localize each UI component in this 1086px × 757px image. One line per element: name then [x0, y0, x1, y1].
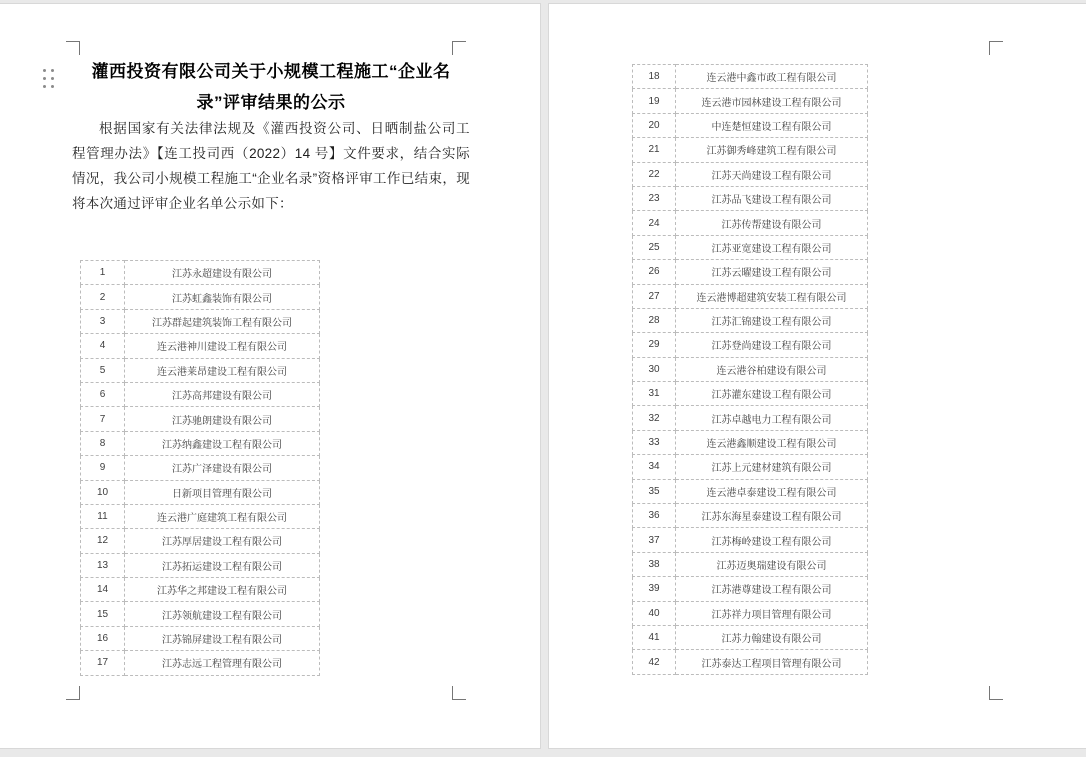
- company-name-cell[interactable]: 江苏港尊建设工程有限公司: [676, 577, 868, 601]
- margin-crop-mark-icon: [989, 41, 1003, 55]
- company-name-cell[interactable]: 连云港市园林建设工程有限公司: [676, 89, 868, 113]
- table-row: [81, 261, 320, 285]
- company-name-cell[interactable]: 江苏领航建设工程有限公司: [125, 602, 320, 626]
- drag-handle-icon[interactable]: [40, 66, 56, 90]
- company-number-cell[interactable]: 36: [633, 504, 676, 528]
- company-name-cell[interactable]: 日新项目管理有限公司: [125, 480, 320, 504]
- company-name-cell[interactable]: 连云港博超建筑安装工程有限公司: [676, 284, 868, 308]
- margin-crop-mark-icon: [66, 41, 80, 55]
- document-title[interactable]: 灌西投资有限公司关于小规模工程施工“企业名录”评审结果的公示: [91, 62, 451, 112]
- company-name-cell[interactable]: 江苏传帮建设有限公司: [676, 211, 868, 235]
- company-name-cell[interactable]: 江苏驰朗建设有限公司: [125, 407, 320, 431]
- margin-crop-mark-icon: [989, 686, 1003, 700]
- company-name-cell[interactable]: 江苏高邦建设有限公司: [125, 382, 320, 406]
- company-number-cell[interactable]: 2: [81, 285, 125, 309]
- table-row: [633, 65, 868, 89]
- company-name-cell[interactable]: 江苏群起建筑装饰工程有限公司: [125, 309, 320, 333]
- company-number-cell[interactable]: 22: [633, 162, 676, 186]
- company-table-page2: [632, 64, 868, 675]
- company-number-cell[interactable]: 24: [633, 211, 676, 235]
- table-row: [633, 430, 868, 454]
- company-number-cell[interactable]: 9: [81, 456, 125, 480]
- company-name-cell[interactable]: 中连楚恒建设工程有限公司: [676, 113, 868, 137]
- company-name-cell[interactable]: 江苏志远工程管理有限公司: [125, 651, 320, 675]
- company-number-cell[interactable]: 12: [81, 529, 125, 553]
- table-row: [633, 186, 868, 210]
- company-name-cell[interactable]: 江苏汇锦建设工程有限公司: [676, 308, 868, 332]
- table-row: [633, 504, 868, 528]
- company-name-cell[interactable]: 连云港鑫顺建设工程有限公司: [676, 430, 868, 454]
- company-number-cell[interactable]: 28: [633, 308, 676, 332]
- company-number-cell[interactable]: 35: [633, 479, 676, 503]
- company-name-cell[interactable]: 连云港神川建设工程有限公司: [125, 334, 320, 358]
- margin-crop-mark-icon: [66, 686, 80, 700]
- company-number-cell[interactable]: 7: [81, 407, 125, 431]
- company-name-cell[interactable]: 江苏品飞建设工程有限公司: [676, 186, 868, 210]
- table-row: [81, 382, 320, 406]
- company-number-cell[interactable]: 14: [81, 578, 125, 602]
- table-row: [81, 334, 320, 358]
- table-row: [633, 211, 868, 235]
- company-name-cell[interactable]: 江苏厚居建设工程有限公司: [125, 529, 320, 553]
- company-name-cell[interactable]: 江苏纳鑫建设工程有限公司: [125, 431, 320, 455]
- company-number-cell[interactable]: 37: [633, 528, 676, 552]
- company-name-cell[interactable]: 江苏广泽建设有限公司: [125, 456, 320, 480]
- company-name-cell[interactable]: 连云港谷柏建设有限公司: [676, 357, 868, 381]
- company-number-cell[interactable]: 38: [633, 552, 676, 576]
- company-number-cell[interactable]: 26: [633, 260, 676, 284]
- company-name-cell[interactable]: 江苏天尚建设工程有限公司: [676, 162, 868, 186]
- company-number-cell[interactable]: 30: [633, 357, 676, 381]
- company-number-cell[interactable]: 27: [633, 284, 676, 308]
- company-number-cell[interactable]: 3: [81, 309, 125, 333]
- table-row: [81, 529, 320, 553]
- company-name-cell[interactable]: 江苏祥力项目管理有限公司: [676, 601, 868, 625]
- company-name-cell[interactable]: 江苏迈奥瑞建设有限公司: [676, 552, 868, 576]
- table-row: [633, 479, 868, 503]
- table-row: [633, 528, 868, 552]
- table-row: [633, 382, 868, 406]
- company-name-cell[interactable]: 连云港莱昂建设工程有限公司: [125, 358, 320, 382]
- table-row: [633, 284, 868, 308]
- company-number-cell[interactable]: 8: [81, 431, 125, 455]
- table-row: [81, 651, 320, 675]
- company-name-cell[interactable]: 江苏泰达工程项目管理有限公司: [676, 650, 868, 674]
- table-row: [633, 601, 868, 625]
- table-row: [81, 309, 320, 333]
- company-number-cell[interactable]: 33: [633, 430, 676, 454]
- company-number-cell[interactable]: 21: [633, 138, 676, 162]
- company-number-cell[interactable]: 5: [81, 358, 125, 382]
- company-number-cell[interactable]: 15: [81, 602, 125, 626]
- company-number-cell[interactable]: 16: [81, 626, 125, 650]
- table-row: [633, 260, 868, 284]
- table-row: [81, 407, 320, 431]
- margin-crop-mark-icon: [452, 686, 466, 700]
- company-number-cell[interactable]: 11: [81, 504, 125, 528]
- company-name-cell[interactable]: 江苏力翰建设有限公司: [676, 625, 868, 649]
- company-number-cell[interactable]: 32: [633, 406, 676, 430]
- company-name-cell[interactable]: 江苏上元建材建筑有限公司: [676, 455, 868, 479]
- company-number-cell[interactable]: 23: [633, 186, 676, 210]
- table-row: [81, 480, 320, 504]
- table-row: [81, 504, 320, 528]
- company-name-cell[interactable]: 连云港中鑫市政工程有限公司: [676, 65, 868, 89]
- company-number-cell[interactable]: 17: [81, 651, 125, 675]
- company-name-cell[interactable]: 江苏灌东建设工程有限公司: [676, 382, 868, 406]
- table-row: [633, 138, 868, 162]
- company-number-cell[interactable]: 29: [633, 333, 676, 357]
- table-row: [81, 358, 320, 382]
- company-number-cell[interactable]: 31: [633, 382, 676, 406]
- table-row: [633, 455, 868, 479]
- table-row: [633, 113, 868, 137]
- margin-crop-mark-icon: [452, 41, 466, 55]
- company-name-cell[interactable]: 江苏梅岭建设工程有限公司: [676, 528, 868, 552]
- table-row: [633, 333, 868, 357]
- company-name-cell[interactable]: 江苏华之邦建设工程有限公司: [125, 578, 320, 602]
- page-2: [549, 4, 1086, 748]
- page-1: [0, 4, 540, 748]
- company-name-cell[interactable]: 江苏拓运建设工程有限公司: [125, 553, 320, 577]
- table-row: [633, 577, 868, 601]
- table-row: [81, 553, 320, 577]
- table-row: [81, 602, 320, 626]
- company-number-cell[interactable]: 25: [633, 235, 676, 259]
- table-row: [633, 308, 868, 332]
- table-row: [633, 625, 868, 649]
- company-name-cell[interactable]: 江苏锦屏建设工程有限公司: [125, 626, 320, 650]
- table-row: [633, 650, 868, 674]
- company-number-cell[interactable]: 4: [81, 334, 125, 358]
- company-name-cell[interactable]: 江苏永超建设有限公司: [125, 261, 320, 285]
- table-row: [633, 357, 868, 381]
- company-name-cell[interactable]: 江苏东海星泰建设工程有限公司: [676, 504, 868, 528]
- table-row: [633, 552, 868, 576]
- company-number-cell[interactable]: 41: [633, 625, 676, 649]
- company-name-cell[interactable]: 连云港广庭建筑工程有限公司: [125, 504, 320, 528]
- company-number-cell[interactable]: 40: [633, 601, 676, 625]
- table-row: [633, 89, 868, 113]
- company-name-cell[interactable]: 江苏卓越电力工程有限公司: [676, 406, 868, 430]
- table-row: [81, 285, 320, 309]
- company-number-cell[interactable]: 42: [633, 650, 676, 674]
- table-row: [81, 578, 320, 602]
- table-row: [633, 406, 868, 430]
- company-name-cell[interactable]: 江苏御秀峰建筑工程有限公司: [676, 138, 868, 162]
- table-row: [81, 431, 320, 455]
- table-row: [633, 162, 868, 186]
- company-number-cell[interactable]: 18: [633, 65, 676, 89]
- company-number-cell[interactable]: 39: [633, 577, 676, 601]
- company-name-cell[interactable]: 江苏亚宽建设工程有限公司: [676, 235, 868, 259]
- company-name-cell[interactable]: 连云港卓泰建设工程有限公司: [676, 479, 868, 503]
- company-number-cell[interactable]: 34: [633, 455, 676, 479]
- company-number-cell[interactable]: 13: [81, 553, 125, 577]
- company-number-cell[interactable]: 10: [81, 480, 125, 504]
- table-row: [81, 626, 320, 650]
- company-number-cell[interactable]: 20: [633, 113, 676, 137]
- table-row: [81, 456, 320, 480]
- company-name-cell[interactable]: 江苏云曜建设工程有限公司: [676, 260, 868, 284]
- company-name-cell[interactable]: 江苏登尚建设工程有限公司: [676, 333, 868, 357]
- company-table-page1: [80, 260, 320, 676]
- table-row: [633, 235, 868, 259]
- company-number-cell[interactable]: 6: [81, 382, 125, 406]
- company-number-cell[interactable]: 19: [633, 89, 676, 113]
- company-name-cell[interactable]: 江苏虹鑫装饰有限公司: [125, 285, 320, 309]
- company-number-cell[interactable]: 1: [81, 261, 125, 285]
- document-paragraph[interactable]: 根据国家有关法律法规及《灌西投资公司、日晒制盐公司工程管理办法》【连工投司西（2022）14 号】文件要求，结合实际情况，我公司小规模工程施工“企业名录”资格评审工作已结束，现将本次通过评审企业名单公示如下：: [72, 121, 470, 211]
